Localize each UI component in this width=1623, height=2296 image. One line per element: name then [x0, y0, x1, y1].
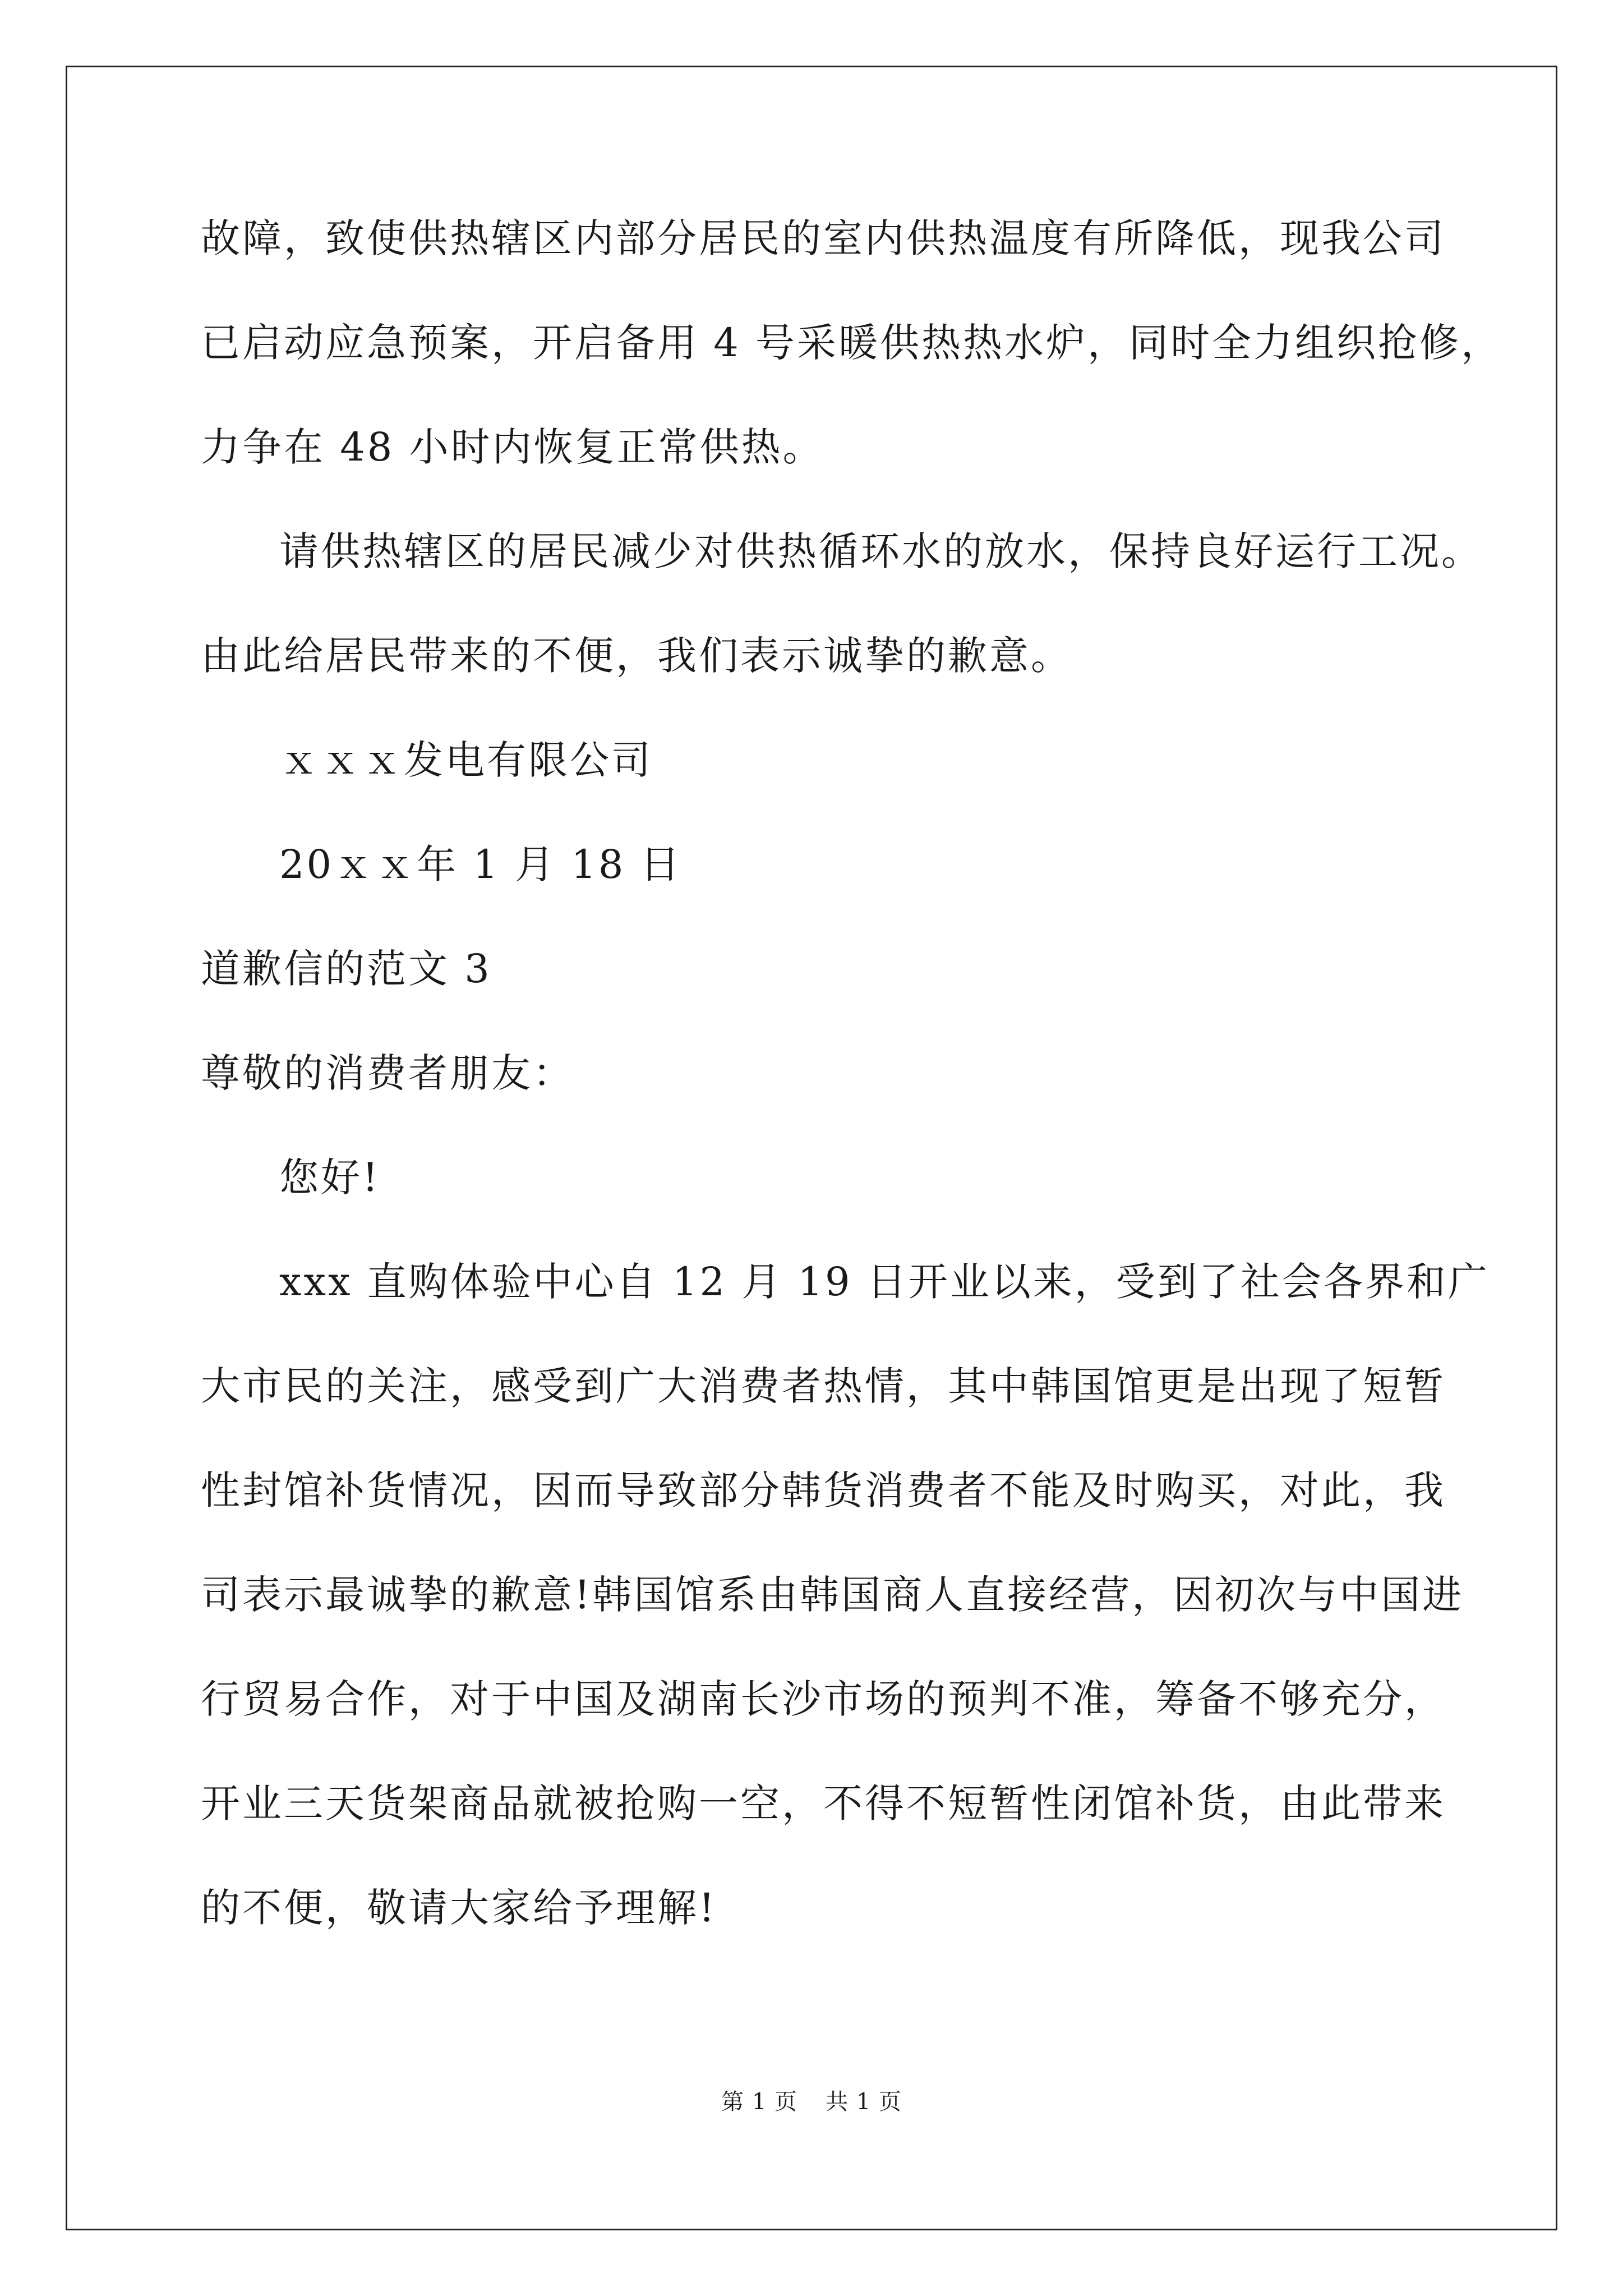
text-line: 力争在 48 小时内恢复正常供热。 [201, 424, 824, 470]
text-line: 性封馆补货情况，因而导致部分韩货消费者不能及时购买，对此，我 [201, 1467, 1446, 1513]
signature-date: 20ｘｘ年 1 月 18 日 [279, 841, 682, 887]
text-line: 大市民的关注，感受到广大消费者热情，其中韩国馆更是出现了短暂 [201, 1363, 1446, 1409]
page-number: 第 1 页 [721, 2089, 797, 2115]
text-line: 故障，致使供热辖区内部分居民的室内供热温度有所降低，现我公司 [201, 215, 1446, 261]
page-footer [0, 2091, 1623, 2113]
document-body [201, 215, 1503, 1993]
text-line: 开业三天货架商品就被抢购一空，不得不短暂性闭馆补货，由此带来 [201, 1780, 1446, 1826]
salutation: 尊敬的消费者朋友： [201, 1050, 574, 1096]
paragraph-start: 请供热辖区的居民减少对供热循环水的放水，保持良好运行工况。 [279, 528, 1483, 574]
section-heading: 道歉信的范文 3 [201, 946, 492, 992]
signature-company: ｘｘｘ发电有限公司 [279, 737, 653, 783]
paragraph-start: xxx 直购体验中心自 12 月 19 日开业以来，受到了社会各界和广 [279, 1259, 1490, 1305]
greeting: 您好! [279, 1154, 381, 1200]
text-line: 已启动应急预案，开启备用 4 号采暖供热热水炉，同时全力组织抢修， [201, 320, 1503, 366]
page-total: 共 1 页 [826, 2089, 902, 2115]
text-line: 由此给居民带来的不便，我们表示诚挚的歉意。 [201, 633, 1072, 679]
text-line: 的不便，敬请大家给予理解! [201, 1885, 717, 1931]
text-line: 司表示最诚挚的歉意!韩国馆系由韩国商人直接经营，因初次与中国进 [201, 1572, 1464, 1618]
text-line: 行贸易合作，对于中国及湖南长沙市场的预判不准，筹备不够充分， [201, 1676, 1446, 1722]
